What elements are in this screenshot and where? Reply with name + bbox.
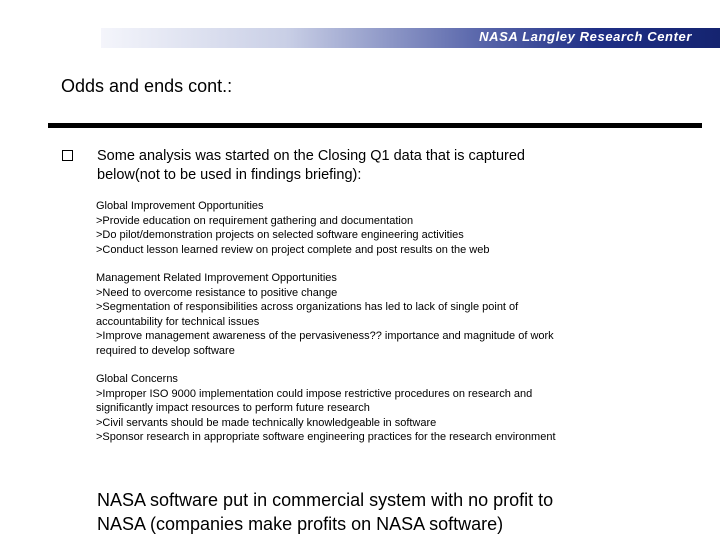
section-line: >Do pilot/demonstration projects on selected software engineering activities	[96, 229, 464, 241]
closing-statement	[97, 488, 697, 536]
section-line: >Conduct lesson learned review on project complete and post results on the web	[96, 243, 490, 256]
section-line: >Provide education on requirement gathering and documentation	[96, 214, 414, 227]
section-line: >Segmentation of responsibilities across organizations has led to lack of single point of	[96, 301, 519, 313]
section-line: required to develop software	[96, 344, 235, 357]
banner-text: NASA Langley Research Center	[479, 29, 692, 44]
section-line: accountability for technical issues	[96, 315, 260, 328]
section-line: >Civil servants should be made technically knowledgeable in software	[96, 416, 437, 429]
section-line: significantly impact resources to perform future research	[96, 402, 370, 414]
section-management-improvement	[96, 271, 676, 358]
section-heading: Global Concerns	[96, 373, 178, 385]
square-bullet-icon	[62, 150, 73, 161]
lead-line-1: Some analysis was started on the Closing Q1 data that is captured	[97, 148, 525, 164]
section-line: >Sponsor research in appropriate software engineering practices for the research environment	[96, 431, 556, 443]
slide-title: Odds and ends cont.:	[61, 76, 233, 96]
header-banner	[101, 28, 720, 48]
section-global-concerns	[96, 372, 676, 445]
section-line: >Improve management awareness of the pervasiveness?? importance and magnitude of work	[96, 330, 554, 342]
section-line: >Improper ISO 9000 implementation could impose restrictive procedures on research and	[96, 387, 533, 400]
lead-paragraph	[97, 147, 657, 185]
closing-line-2: NASA (companies make profits on NASA software)	[97, 514, 504, 534]
section-global-improvement	[96, 199, 676, 257]
title-divider	[48, 123, 702, 128]
closing-line-1: NASA software put in commercial system with no profit to	[97, 490, 554, 510]
section-line: >Need to overcome resistance to positive change	[96, 286, 338, 299]
lead-line-2: below(not to be used in findings briefing):	[97, 167, 362, 183]
section-heading: Management Related Improvement Opportunities	[96, 272, 337, 284]
section-heading: Global Improvement Opportunities	[96, 200, 264, 212]
